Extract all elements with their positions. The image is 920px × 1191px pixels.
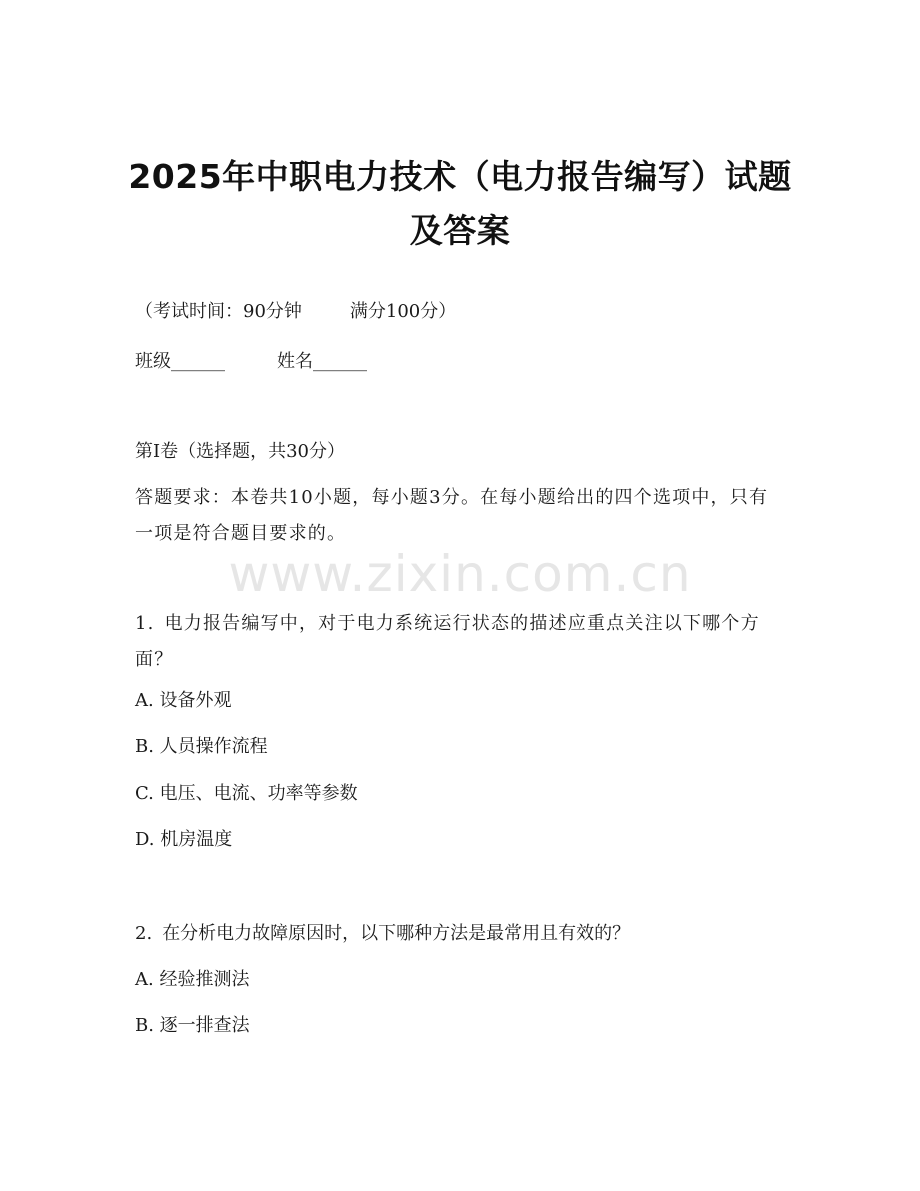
q1-option-a: A. 设备外观 xyxy=(135,690,232,711)
question-1 xyxy=(135,606,785,678)
name-field: 姓名______ xyxy=(277,351,367,372)
question-number: 1. xyxy=(135,613,155,634)
watermark: www.zixin.com.cn xyxy=(228,545,692,603)
class-field: 班级______ xyxy=(135,351,225,372)
document-title: 2025年中职电力技术（电力报告编写）试题及答案 xyxy=(128,157,792,250)
section-instructions: 答题要求：本卷共10小题，每小题3分。在每小题给出的四个选项中，只有一项是符合题目要求的。 xyxy=(135,487,769,544)
q1-option-b: B. 人员操作流程 xyxy=(135,736,268,757)
q1-option-d: D. 机房温度 xyxy=(135,829,233,850)
q2-option-b: B. 逐一排查法 xyxy=(135,1015,250,1036)
exam-info xyxy=(135,300,456,324)
q2-option-a: A. 经验推测法 xyxy=(135,969,250,990)
q1-option-c: C. 电压、电流、功率等参数 xyxy=(135,783,358,804)
exam-score: 满分100分） xyxy=(349,301,457,322)
exam-time: （考试时间：90分钟 xyxy=(135,301,302,322)
question-2 xyxy=(135,922,630,946)
question-text: 在分析电力故障原因时，以下哪种方法是最常用且有效的？ xyxy=(162,923,631,944)
section-heading: 第I卷（选择题，共30分） xyxy=(135,441,346,462)
question-number: 2. xyxy=(135,923,153,944)
question-text: 电力报告编写中，对于电力系统运行状态的描述应重点关注以下哪个方面？ xyxy=(135,613,760,670)
student-fields xyxy=(135,350,367,374)
